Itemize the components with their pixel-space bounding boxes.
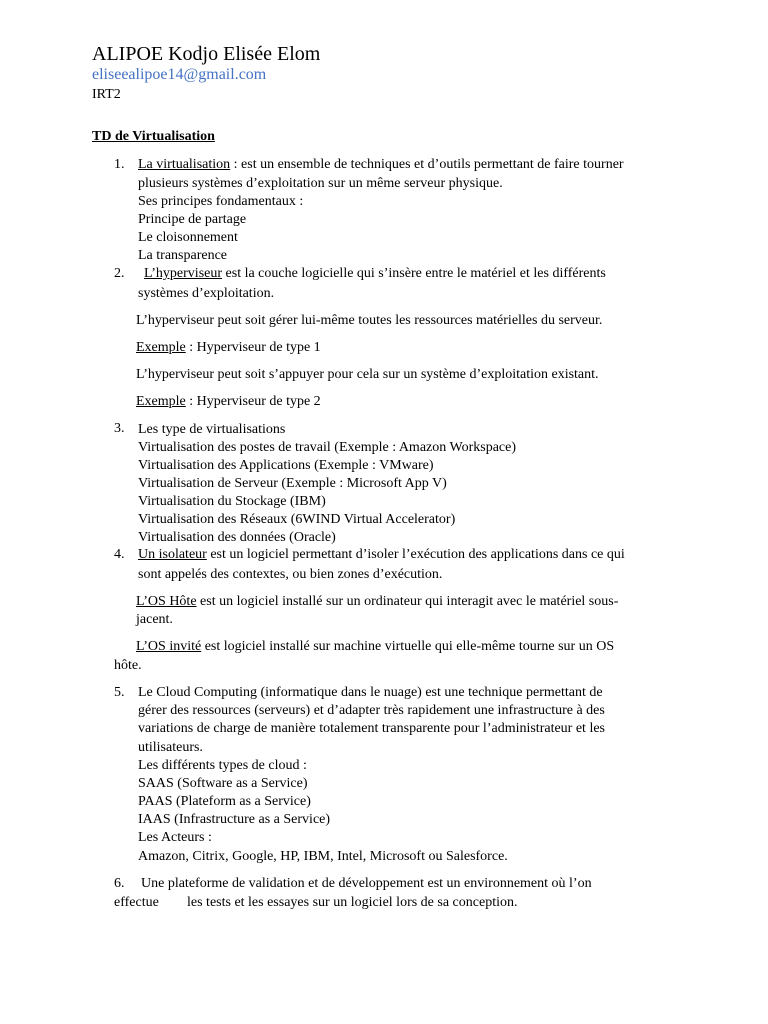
item-6-line-2-a: effectue (114, 895, 159, 910)
term-hyperviseur: L’hyperviseur (144, 266, 223, 281)
item-5-line-2: gérer des ressources (serveurs) et d’adapter très rapidement une infrastructure à des (138, 703, 605, 718)
example-type-2: Exemple : Hyperviseur de type 2 (136, 394, 321, 409)
item-4-line-1: Un isolateur est un logiciel permettant d’isoler l’exécution des applications dans ce qui (138, 547, 625, 562)
term-os-host: L’OS Hôte (136, 594, 197, 609)
author-class: IRT2 (92, 87, 121, 102)
principle-1: Principe de partage (138, 212, 247, 227)
item-number-6: 6. (114, 876, 125, 891)
document-title: TD de Virtualisation (92, 129, 215, 144)
item-2-line-2: systèmes d’exploitation. (138, 286, 275, 301)
cloud-type-paas: PAAS (Plateform as a Service) (138, 794, 311, 809)
term-virtualisation: La virtualisation (138, 157, 231, 172)
virtualisation-type-1: Virtualisation des postes de travail (Exemple : Amazon Workspace) (138, 440, 516, 455)
term-isolateur: Un isolateur (138, 547, 207, 562)
item-number-4: 4. (114, 547, 125, 562)
item-1-line-2: plusieurs systèmes d’exploitation sur un même serveur physique. (138, 176, 503, 191)
virtualisation-type-6: Virtualisation des données (Oracle) (138, 530, 336, 545)
item-5-line-3: variations de charge de manière totalement transparente pour l’administrateur et les (138, 721, 605, 736)
principles-intro: Ses principes fondamentaux : (138, 194, 304, 209)
cloud-type-saas: SAAS (Software as a Service) (138, 776, 308, 791)
principle-2: Le cloisonnement (138, 230, 238, 245)
os-guest-line-1: L’OS invité est logiciel installé sur machine virtuelle qui elle-même tourne sur un OS (136, 639, 615, 654)
item-2-line-1: L’hyperviseur est la couche logicielle qui s’insère entre le matériel et les différents (144, 266, 606, 281)
item-5-line-4: utilisateurs. (138, 740, 203, 755)
item-4-line-2: sont appelés des contextes, ou bien zones d’exécution. (138, 567, 443, 582)
item-number-1: 1. (114, 157, 125, 172)
item-number-2: 2. (114, 266, 125, 281)
principle-3: La transparence (138, 248, 227, 263)
author-email[interactable]: eliseealipoe14@gmail.com (92, 66, 267, 83)
cloud-actors-intro: Les Acteurs : (138, 830, 212, 845)
item-1-line-1: La virtualisation : est un ensemble de techniques et d’outils permettant de faire tourner (138, 157, 624, 172)
example-label: Exemple (136, 340, 186, 355)
virtualisation-type-2: Virtualisation des Applications (Exemple : VMware) (138, 458, 434, 473)
item-number-5: 5. (114, 685, 125, 700)
cloud-types-intro: Les différents types de cloud : (138, 758, 307, 773)
os-guest-line-2: hôte. (114, 658, 142, 673)
os-host-line-2: jacent. (136, 612, 173, 627)
cloud-actors-list: Amazon, Citrix, Google, HP, IBM, Intel, Microsoft ou Salesforce. (138, 849, 508, 864)
virtualisation-type-4: Virtualisation du Stockage (IBM) (138, 494, 326, 509)
virtualisation-types-intro: Les type de virtualisations (138, 422, 286, 437)
item-6-line-1: Une plateforme de validation et de développement est un environnement où l’on (141, 876, 592, 891)
item-5-line-1: Le Cloud Computing (informatique dans le nuage) est une technique permettant de (138, 685, 603, 700)
item-6-line-2-b: les tests et les essayes sur un logiciel lors de sa conception. (187, 895, 518, 910)
virtualisation-type-5: Virtualisation des Réseaux (6WIND Virtual Accelerator) (138, 512, 456, 527)
os-host-line-1: L’OS Hôte est un logiciel installé sur un ordinateur qui interagit avec le matériel sous- (136, 594, 619, 609)
example-label: Exemple (136, 394, 186, 409)
cloud-type-iaas: IAAS (Infrastructure as a Service) (138, 812, 331, 827)
virtualisation-type-3: Virtualisation de Serveur (Exemple : Microsoft App V) (138, 476, 447, 491)
example-type-1: Exemple : Hyperviseur de type 1 (136, 340, 321, 355)
term-os-guest: L’OS invité (136, 639, 202, 654)
author-name: ALIPOE Kodjo Elisée Elom (92, 43, 321, 65)
hyperviseur-para-1: L’hyperviseur peut soit gérer lui-même toutes les ressources matérielles du serveur. (136, 313, 603, 328)
item-number-3: 3. (114, 421, 125, 436)
hyperviseur-para-2: L’hyperviseur peut soit s’appuyer pour cela sur un système d’exploitation existant. (136, 367, 599, 382)
